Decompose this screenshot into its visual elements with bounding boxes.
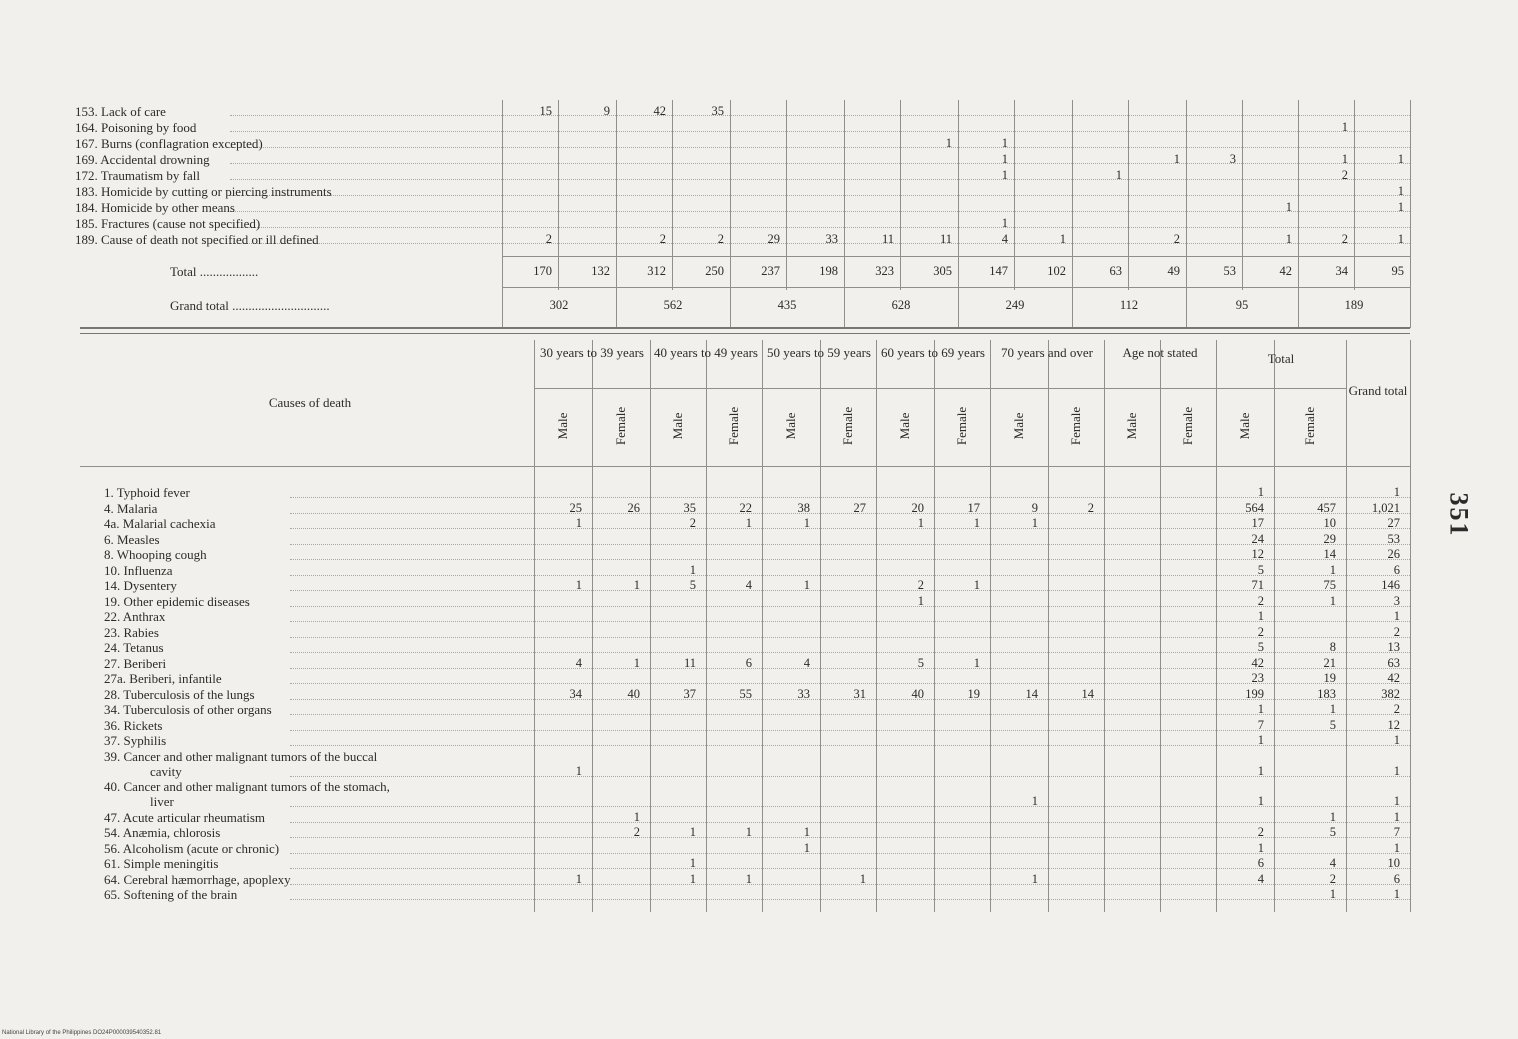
cell-value: 1: [1257, 794, 1264, 808]
cell-value: 382: [1381, 686, 1400, 701]
grand-total-value: 435: [777, 298, 797, 312]
total-value: 305: [933, 264, 952, 278]
cell-value: 2: [545, 232, 552, 246]
cause-label: 28. Tuberculosis of the lungs: [104, 686, 255, 702]
cell-value: 33: [797, 686, 810, 701]
causes-header: Causes of death: [268, 395, 352, 410]
cause-label: 47. Acute articular rheumatism: [104, 809, 266, 825]
cell-value: 1: [973, 655, 980, 670]
cell-value: 71: [1251, 578, 1264, 592]
cell-value: 1: [1397, 152, 1404, 166]
cell-value: 2: [1341, 232, 1348, 246]
cause-label: 167. Burns (conflagration excepted): [75, 136, 263, 151]
cell-value: 75: [1323, 578, 1336, 592]
cell-value: 11: [683, 655, 696, 670]
cell-value: 1: [575, 763, 582, 778]
cell-value: 5: [1257, 640, 1264, 654]
cell-value: 1: [1393, 763, 1400, 778]
cell-value: 1: [1257, 702, 1264, 716]
bottom-col-rule: [706, 340, 707, 912]
cell-value: 37: [683, 686, 696, 701]
cell-value: 7: [1257, 717, 1264, 732]
total-value: 250: [705, 264, 724, 278]
cause-label: 34. Tuberculosis of other organs: [104, 702, 272, 717]
cell-value: 8: [1329, 640, 1336, 654]
top-col-rule: [958, 100, 959, 328]
bottom-col-rule: [1160, 340, 1161, 912]
cell-value: 1: [803, 840, 810, 855]
cell-value: 10: [1387, 856, 1400, 870]
cell-value: 1: [859, 871, 866, 886]
cause-label: 27a. Beriberi, infantile: [104, 671, 222, 686]
cell-value: 1: [1257, 733, 1264, 747]
cell-value: 1: [1257, 763, 1264, 778]
cell-value: 22: [739, 500, 752, 515]
cell-value: 2: [1173, 232, 1180, 246]
cell-value: 14: [1025, 686, 1038, 701]
bottom-col-rule: [650, 340, 651, 912]
age-group-header: 40 years to 49 years: [654, 345, 758, 360]
cell-value: 1: [1285, 232, 1292, 246]
cell-value: 4: [803, 655, 810, 670]
cause-label: 27. Beriberi: [104, 655, 167, 671]
male-subheader: Male: [555, 412, 570, 440]
top-col-rule: [730, 100, 731, 328]
cell-value: 55: [739, 686, 752, 701]
cell-value: 35: [683, 500, 696, 515]
cell-value: 1: [1001, 216, 1008, 230]
female-subheader: Female: [1180, 406, 1195, 446]
grand-total-value: 628: [891, 298, 911, 312]
total-value: 132: [591, 264, 610, 278]
cell-value: 42: [1387, 671, 1400, 685]
age-group-header: 60 years to 69 years: [881, 345, 985, 360]
cell-value: 457: [1317, 500, 1336, 515]
cell-value: 25: [569, 500, 582, 515]
top-col-rule: [1298, 100, 1299, 328]
cell-value: 1: [575, 516, 582, 530]
bottom-col-rule: [1048, 340, 1049, 912]
cell-value: 2: [689, 516, 696, 530]
cell-value: 199: [1245, 686, 1264, 701]
cell-value: 6: [745, 655, 752, 670]
row-leader: [230, 227, 1410, 228]
female-subheader: Female: [1068, 406, 1083, 446]
bottom-col-rule: [1104, 340, 1105, 912]
cause-label: 164. Poisoning by food: [75, 120, 197, 135]
cell-value: 42: [653, 104, 666, 118]
cell-value: 1: [689, 562, 696, 577]
grand-total-value: 112: [1119, 298, 1139, 312]
cell-value: 2: [717, 232, 724, 246]
cell-value: 2: [1393, 624, 1400, 639]
total-rule: [502, 256, 1410, 257]
cell-value: 5: [917, 655, 924, 670]
bottom-col-rule: [1274, 340, 1275, 912]
cell-value: 35: [711, 104, 724, 118]
row-leader: [230, 115, 1410, 116]
cause-label: 10. Influenza: [104, 562, 173, 578]
total-value: 34: [1335, 264, 1348, 278]
cell-value: 1: [1257, 609, 1264, 623]
age-group-header: Age not stated: [1122, 345, 1198, 360]
cell-value: 1: [917, 593, 924, 608]
cell-value: 1: [633, 809, 640, 824]
cell-value: 1: [803, 578, 810, 592]
cell-value: 1: [1285, 200, 1292, 214]
female-subheader: Female: [613, 406, 628, 446]
cell-value: 27: [853, 500, 866, 515]
cell-value: 146: [1381, 578, 1400, 592]
cell-value: 1: [1393, 485, 1400, 499]
cell-value: 5: [1329, 717, 1336, 732]
grand-total-value: 302: [549, 298, 569, 312]
cell-value: 12: [1387, 717, 1400, 732]
cell-value: 1: [1341, 120, 1348, 134]
top-col-rule: [502, 100, 503, 328]
total-value: 53: [1223, 264, 1236, 278]
cell-value: 1: [1329, 562, 1336, 577]
cell-value: 1: [1329, 887, 1336, 901]
row-leader: [230, 131, 1410, 132]
row-leader: [290, 822, 1410, 823]
total-value: 170: [533, 264, 552, 278]
bottom-col-rule: [1216, 340, 1217, 912]
cell-value: 4: [1329, 856, 1336, 870]
cell-value: 1: [633, 578, 640, 592]
row-leader: [230, 147, 1410, 148]
cause-label: 39. Cancer and other malignant tumors of the buccal: [104, 748, 378, 764]
cell-value: 27: [1387, 516, 1400, 530]
cell-value: 1: [917, 516, 924, 530]
cell-value: 5: [689, 578, 696, 592]
cause-label: 23. Rabies: [104, 624, 159, 640]
top-col-rule: [1410, 100, 1411, 328]
cause-label: 14. Dysentery: [104, 578, 177, 593]
bottom-col-rule: [990, 340, 991, 912]
cause-label: 1. Typhoid fever: [104, 485, 190, 500]
cell-value: 1: [1393, 887, 1400, 901]
cause-label: 183. Homicide by cutting or piercing instruments: [75, 184, 332, 199]
cause-label: 61. Simple meningitis: [104, 856, 219, 871]
cell-value: 33: [825, 232, 838, 246]
cell-value: 2: [659, 232, 666, 246]
top-col-rule: [844, 100, 845, 328]
male-subheader: Male: [1124, 412, 1139, 440]
cell-value: 1: [1059, 232, 1066, 246]
row-leader: [230, 179, 1410, 180]
bottom-col-rule: [820, 340, 821, 912]
grand-total-value: 562: [663, 298, 683, 312]
cell-value: 14: [1081, 686, 1094, 701]
cause-label-continued: cavity: [150, 763, 182, 779]
male-subheader: Male: [1011, 412, 1026, 440]
total-value: 63: [1109, 264, 1122, 278]
cell-value: 4: [1001, 232, 1008, 246]
cause-label: 172. Traumatism by fall: [75, 168, 200, 183]
cell-value: 2: [1329, 871, 1336, 886]
cell-value: 1: [1001, 152, 1008, 166]
cell-value: 1: [1393, 809, 1400, 824]
cause-label: 19. Other epidemic diseases: [104, 593, 250, 609]
cell-value: 1: [1001, 168, 1008, 182]
cell-value: 2: [1257, 624, 1264, 639]
cell-value: 1: [1397, 200, 1404, 214]
grand-total-value: 189: [1344, 298, 1364, 312]
cell-value: 1: [1393, 794, 1400, 808]
total-value: 323: [875, 264, 894, 278]
cell-value: 26: [627, 500, 640, 515]
cell-value: 13: [1387, 640, 1400, 654]
total-value: 312: [647, 264, 666, 278]
cell-value: 29: [767, 232, 780, 246]
cause-label: 64. Cerebral hæmorrhage, apoplexy: [104, 871, 291, 887]
cell-value: 63: [1387, 655, 1400, 670]
cell-value: 1: [1329, 809, 1336, 824]
cell-value: 1: [575, 578, 582, 592]
cell-value: 2: [1087, 500, 1094, 515]
cell-value: 38: [797, 500, 810, 515]
male-subheader: Male: [670, 412, 685, 440]
section-rule: [80, 333, 1410, 334]
page-number: 351: [1444, 492, 1474, 538]
cell-value: 1: [1001, 136, 1008, 150]
age-group-header: 30 years to 39 years: [540, 345, 644, 360]
cell-value: 1: [973, 578, 980, 592]
cell-value: 1: [745, 825, 752, 839]
cause-label: 24. Tetanus: [104, 640, 164, 655]
cell-value: 1: [1393, 733, 1400, 747]
cell-value: 1: [745, 871, 752, 886]
cell-value: 23: [1251, 671, 1264, 685]
cell-value: 20: [911, 500, 924, 515]
cell-value: 53: [1387, 531, 1400, 546]
cell-value: 11: [881, 232, 894, 246]
bottom-col-rule: [592, 340, 593, 912]
grand-total-header: Grand total: [1348, 383, 1408, 398]
cell-value: 1: [1397, 232, 1404, 246]
cell-value: 1: [1257, 840, 1264, 855]
cell-value: 1: [1393, 609, 1400, 623]
cause-label: 184. Homicide by other means: [75, 200, 235, 215]
cause-label: 37. Syphilis: [104, 733, 167, 748]
cell-value: 1: [633, 655, 640, 670]
male-subheader: Male: [1237, 412, 1252, 440]
cell-value: 2: [917, 578, 924, 592]
cell-value: 19: [1323, 671, 1336, 685]
bottom-col-rule: [534, 340, 535, 912]
grand-total-label: Grand total ..............................: [170, 298, 330, 313]
cell-value: 5: [1257, 562, 1264, 577]
bottom-col-rule: [762, 340, 763, 912]
cause-label: 185. Fractures (cause not specified): [75, 216, 261, 231]
cell-value: 21: [1323, 655, 1336, 670]
cause-label: 153. Lack of care: [75, 104, 166, 119]
cell-value: 1: [1173, 152, 1180, 166]
top-col-rule: [1186, 100, 1187, 328]
cell-value: 6: [1393, 562, 1400, 577]
cell-value: 1: [1031, 794, 1038, 808]
cell-value: 1: [1393, 840, 1400, 855]
male-subheader: Male: [783, 412, 798, 440]
cell-value: 3: [1229, 152, 1236, 166]
cause-label: 22. Anthrax: [104, 609, 166, 624]
cause-label-continued: liver: [150, 794, 174, 809]
cell-value: 40: [627, 686, 640, 701]
cell-value: 1: [1115, 168, 1122, 182]
cause-label: 189. Cause of death not specified or ill defined: [75, 232, 319, 247]
cause-label: 56. Alcoholism (acute or chronic): [104, 840, 280, 856]
bottom-col-rule: [1410, 340, 1411, 912]
cell-value: 1: [1397, 184, 1404, 198]
grand-total-value: 249: [1005, 298, 1025, 312]
cell-value: 1: [689, 825, 696, 839]
cause-label: 4a. Malarial cachexia: [104, 516, 216, 531]
cell-value: 34: [569, 686, 582, 701]
total-value: 95: [1391, 264, 1404, 278]
cell-value: 4: [575, 655, 582, 670]
female-subheader: Female: [1302, 406, 1317, 446]
cell-value: 6: [1393, 871, 1400, 886]
cell-value: 4: [1257, 871, 1264, 886]
total-value: 102: [1047, 264, 1066, 278]
cell-value: 1: [745, 516, 752, 530]
cause-label: 6. Measles: [104, 531, 160, 547]
cell-value: 1: [1031, 516, 1038, 530]
cell-value: 3: [1393, 593, 1400, 608]
cause-label: 54. Anæmia, chlorosis: [104, 825, 221, 840]
cell-value: 1: [1329, 593, 1336, 608]
male-subheader: Male: [897, 412, 912, 440]
cell-value: 15: [539, 104, 552, 118]
cell-value: 1: [803, 516, 810, 530]
age-group-header: Total: [1267, 351, 1295, 366]
cause-label: 36. Rickets: [104, 717, 163, 733]
total-label: Total ..................: [170, 264, 259, 279]
cause-label: 40. Cancer and other malignant tumors of the stomach,: [104, 779, 390, 794]
cell-value: 42: [1251, 655, 1264, 670]
cell-value: 1: [973, 516, 980, 530]
cell-value: 6: [1257, 856, 1264, 870]
cause-label: 8. Whooping cough: [104, 547, 207, 562]
section-rule: [80, 327, 1410, 329]
cell-value: 2: [1257, 825, 1264, 839]
cell-value: 183: [1317, 686, 1336, 701]
top-col-rule: [1072, 100, 1073, 328]
cell-value: 1: [1341, 152, 1348, 166]
cell-value: 14: [1323, 547, 1336, 561]
cause-label: 169. Accidental drowning: [75, 152, 210, 167]
cell-value: 1: [689, 856, 696, 870]
cell-value: 17: [1251, 516, 1264, 530]
age-group-header: 50 years to 59 years: [767, 345, 871, 360]
cell-value: 5: [1329, 825, 1336, 839]
cell-value: 19: [967, 686, 980, 701]
cell-value: 2: [1341, 168, 1348, 182]
cell-value: 1: [1031, 871, 1038, 886]
cell-value: 1: [945, 136, 952, 150]
bottom-col-rule: [1346, 340, 1347, 912]
cell-value: 2: [1257, 593, 1264, 608]
age-group-header: 70 years and over: [1000, 345, 1094, 360]
cell-value: 10: [1323, 516, 1336, 530]
cell-value: 1: [1329, 702, 1336, 716]
grand-total-value: 95: [1235, 298, 1249, 312]
total-value: 198: [819, 264, 838, 278]
female-subheader: Female: [726, 406, 741, 446]
female-subheader: Female: [840, 406, 855, 446]
row-leader: [290, 899, 1410, 900]
cell-value: 2: [1393, 702, 1400, 716]
cell-value: 12: [1251, 547, 1264, 561]
footer-credit: National Library of the Philippines DO24P000039540352.81: [2, 1030, 162, 1036]
bottom-col-rule: [876, 340, 877, 912]
group-rule: [534, 388, 1346, 389]
cell-value: 2: [633, 825, 640, 839]
cell-value: 40: [911, 686, 924, 701]
cell-value: 26: [1387, 547, 1400, 561]
cause-label: 4. Malaria: [104, 500, 158, 516]
cell-value: 1: [575, 871, 582, 886]
cell-value: 24: [1251, 531, 1264, 546]
cell-value: 1: [689, 871, 696, 886]
cell-value: 9: [603, 104, 610, 118]
cell-value: 1: [803, 825, 810, 839]
bottom-col-rule: [934, 340, 935, 912]
cell-value: 11: [939, 232, 952, 246]
total-value: 49: [1167, 264, 1180, 278]
row-leader: [230, 211, 1410, 212]
cell-value: 1: [1257, 485, 1264, 499]
header-bottom-rule: [80, 466, 1410, 467]
cell-value: 17: [967, 500, 980, 515]
grand-total-rule: [502, 287, 1410, 288]
female-subheader: Female: [954, 406, 969, 446]
cell-value: 1,021: [1371, 500, 1400, 515]
cell-value: 31: [853, 686, 866, 701]
cell-value: 7: [1393, 825, 1400, 839]
cause-label: 65. Softening of the brain: [104, 887, 238, 902]
cell-value: 4: [745, 578, 752, 592]
cell-value: 29: [1323, 531, 1336, 546]
top-col-rule: [616, 100, 617, 328]
total-value: 237: [761, 264, 780, 278]
total-value: 42: [1279, 264, 1292, 278]
cell-value: 564: [1245, 500, 1264, 515]
cell-value: 9: [1031, 500, 1038, 515]
row-leader: [230, 195, 1410, 196]
total-value: 147: [989, 264, 1008, 278]
